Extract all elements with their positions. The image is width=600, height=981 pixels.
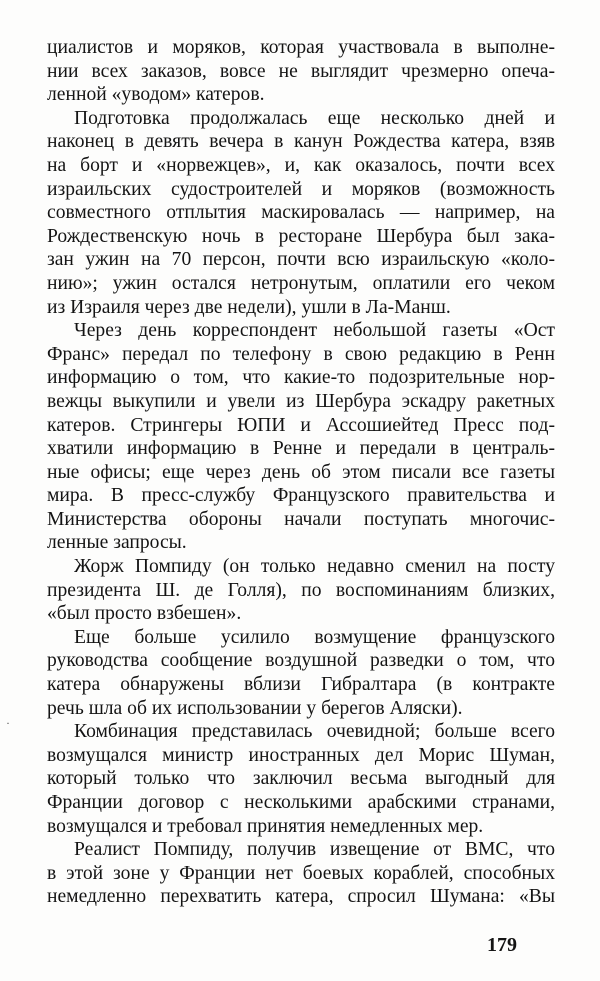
text-line: возмущался министр иностранных дел Морис Шуман,: [47, 744, 555, 766]
margin-mark: ·: [6, 716, 10, 730]
text-line: вежцы выкупили и увели из Шербура эскадру ракетных: [47, 390, 555, 412]
text-line: Реалист Помпиду, получив извещение от ВМС, что: [74, 839, 555, 861]
text-line: Через день корреспондент небольшой газеты «Ост: [74, 320, 555, 342]
text-line: «был просто взбешен».: [47, 603, 242, 625]
text-line: Подготовка продолжалась еще несколько дней и: [74, 107, 555, 129]
text-line: катера обнаружены вблизи Гибралтара (в контракте: [47, 674, 555, 696]
text-line: который только что заключил весьма выгодный для: [47, 768, 555, 790]
text-line: возмущался и требовал принятия немедленных мер.: [47, 815, 484, 837]
text-line: нию»; ужин остался нетронутым, оплатили его чеком: [47, 272, 555, 294]
text-line: Франции договор с несколькими арабскими странами,: [47, 792, 555, 813]
text-line: израильских судостроителей и моряков (возможность: [47, 178, 555, 200]
text-line: Министерства обороны начали поступать многочис-: [47, 508, 555, 530]
text-line: Еще больше усилило возмущение французского: [74, 626, 555, 648]
text-line: Рождественскую ночь в ресторане Шербура был зака-: [47, 225, 555, 247]
text-line: на борт и «норвежцев», и, как оказалось, почти всех: [47, 154, 555, 176]
text-line: руководства сообщение воздушной разведки о том, что: [47, 650, 555, 672]
text-line: зан ужин на 70 персон, почти всю израильскую «коло-: [47, 249, 555, 271]
text-line: ные офисы; еще через день об этом писали все газеты: [47, 461, 555, 483]
text-line: президента Ш. де Голля), по воспоминаниям близких,: [47, 579, 555, 601]
text-line: в этой зоне у Франции нет боевых кораблей, способных: [47, 862, 555, 884]
text-line: ленной «уводом» катеров.: [47, 84, 265, 106]
body-text: [47, 36, 555, 909]
text-line: катеров. Стрингеры ЮПИ и Ассошиейтед Пресс под-: [47, 414, 555, 436]
text-line: хватили информацию в Ренне и передали в централь-: [47, 438, 555, 460]
text-line: ленные запросы.: [47, 532, 187, 554]
text-line: Жорж Помпиду (он только недавно сменил на посту: [74, 556, 555, 578]
text-line: совместного отплытия маскировалась — например, на: [47, 202, 555, 224]
text-line: мира. В пресс-службу Французского правительства и: [47, 485, 555, 507]
text-line: речь шла об их использовании у берегов Аляски).: [47, 697, 463, 719]
text-line: Франс» передал по телефону в свою редакцию в Ренн: [47, 343, 555, 365]
text-line: информацию о том, что какие-то подозрительные нор-: [47, 367, 555, 389]
page-number: 179: [487, 934, 517, 956]
text-line: немедленно перехватить катера, спросил Шумана: «Вы: [47, 886, 555, 908]
text-line: из Израиля через две недели), ушли в Ла-Манш.: [47, 296, 451, 318]
text-line: циалистов и моряков, которая участвовала в выполне-: [47, 37, 555, 58]
text-line: наконец в девять вечера в канун Рождества катера, взяв: [47, 131, 555, 153]
text-line: Комбинация представилась очевидной; больше всего: [74, 721, 555, 743]
text-line: нии всех заказов, вовсе не выглядит чрезмерно опеча-: [47, 60, 555, 82]
